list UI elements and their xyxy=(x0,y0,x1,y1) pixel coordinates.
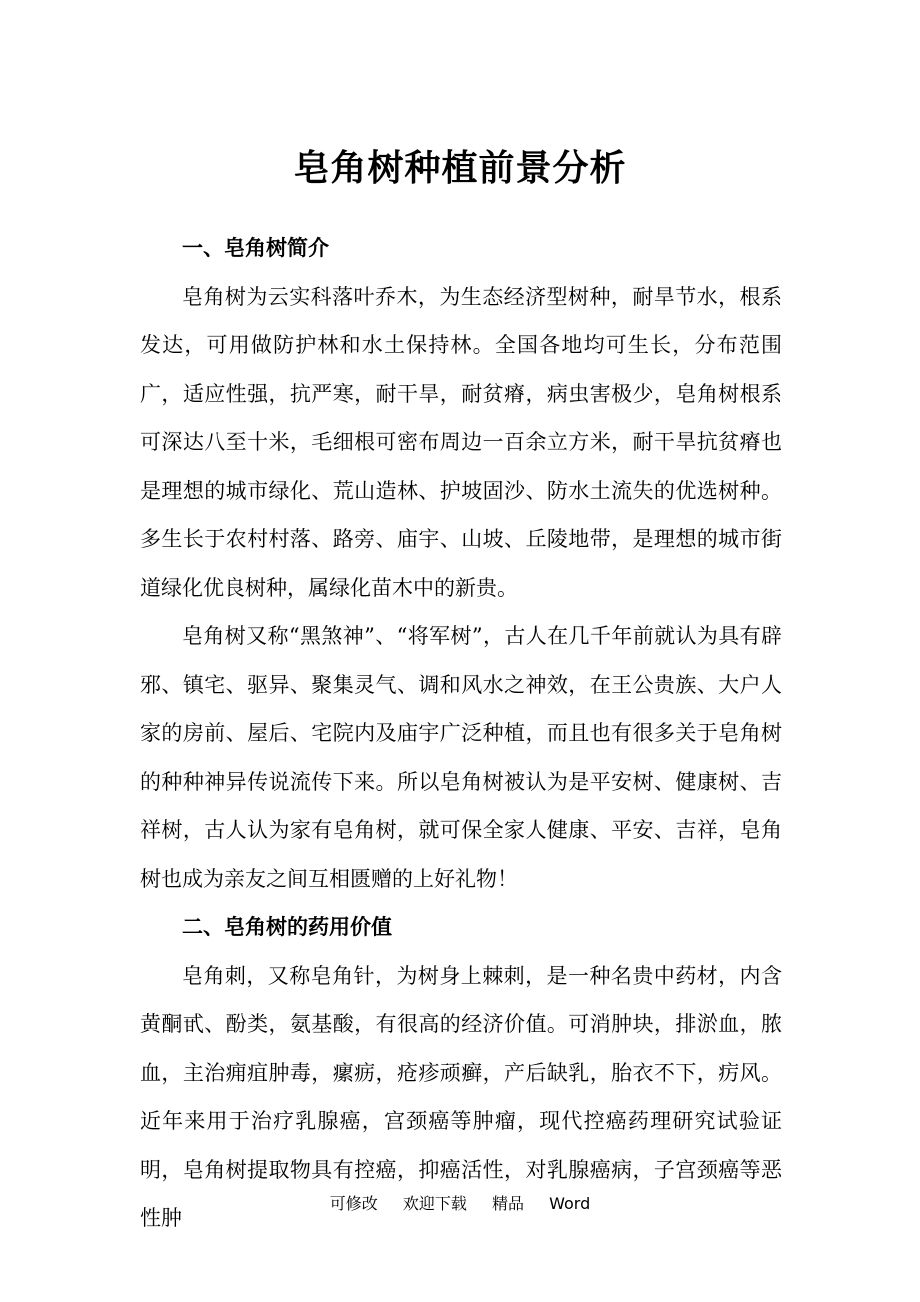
paragraph-intro: 皂角树为云实科落叶乔木，为生态经济型树种，耐旱节水，根系发达，可用做防护林和水土保持林。全国各地均可生长，分布范围广，适应性强，抗严寒，耐干旱，耐贫瘠，病虫害极少，皂角树根系可深达八至十米，毛细根可密布周边一百余立方米，耐干旱抗贫瘠也是理想的城市绿化、荒山造林、护坡固沙、防水土流失的优选树种。多生长于农村村落、路旁、庙宇、山坡、丘陵地带，是理想的城市街道绿化优良树种，属绿化苗木中的新贵。 xyxy=(140,284,782,600)
document-title: 皂角树种植前景分析 xyxy=(293,147,627,189)
footer-editable: 可修改 xyxy=(329,1194,378,1213)
page-footer xyxy=(0,1190,920,1218)
paragraph-medicinal: 皂角刺，又称皂角针，为树身上棘刺，是一种名贵中药材，内含黄酮甙、酚类，氨基酸，有很高的经济价值。可消肿块，排淤血，脓血，主治痈疽肿毒，瘰疬，疮疹顽癣，产后缺乳，胎衣不下，疠风。近年来用于治疗乳腺癌，宫颈癌等肿瘤，现代控癌药理研究试验证明，皂角树提取物具有控癌，抑癌活性，对乳腺癌病，子宫颈癌等恶性肿 xyxy=(140,963,782,1230)
section-heading-medicinal: 二、皂角树的药用价值 xyxy=(182,914,392,939)
document-body xyxy=(140,224,782,1243)
footer-quality: 精品 xyxy=(491,1194,524,1213)
footer-download: 欢迎下载 xyxy=(402,1194,467,1213)
footer-word: Word xyxy=(549,1194,591,1213)
paragraph-legend: 皂角树又称“黑煞神”、“将军树”，古人在几千年前就认为具有辟邪、镇宅、驱异、聚集灵气、调和风水之神效，在王公贵族、大户人家的房前、屋后、宅院内及庙宇广泛种植，而且也有很多关于皂角树的种种神异传说流传下来。所以皂角树被认为是平安树、健康树、吉祥树，古人认为家有皂角树，就可保全家人健康、平安、吉祥，皂角树也成为亲友之间互相匮赠的上好礼物！ xyxy=(140,624,782,891)
section-heading-intro: 一、皂角树简介 xyxy=(182,235,329,260)
